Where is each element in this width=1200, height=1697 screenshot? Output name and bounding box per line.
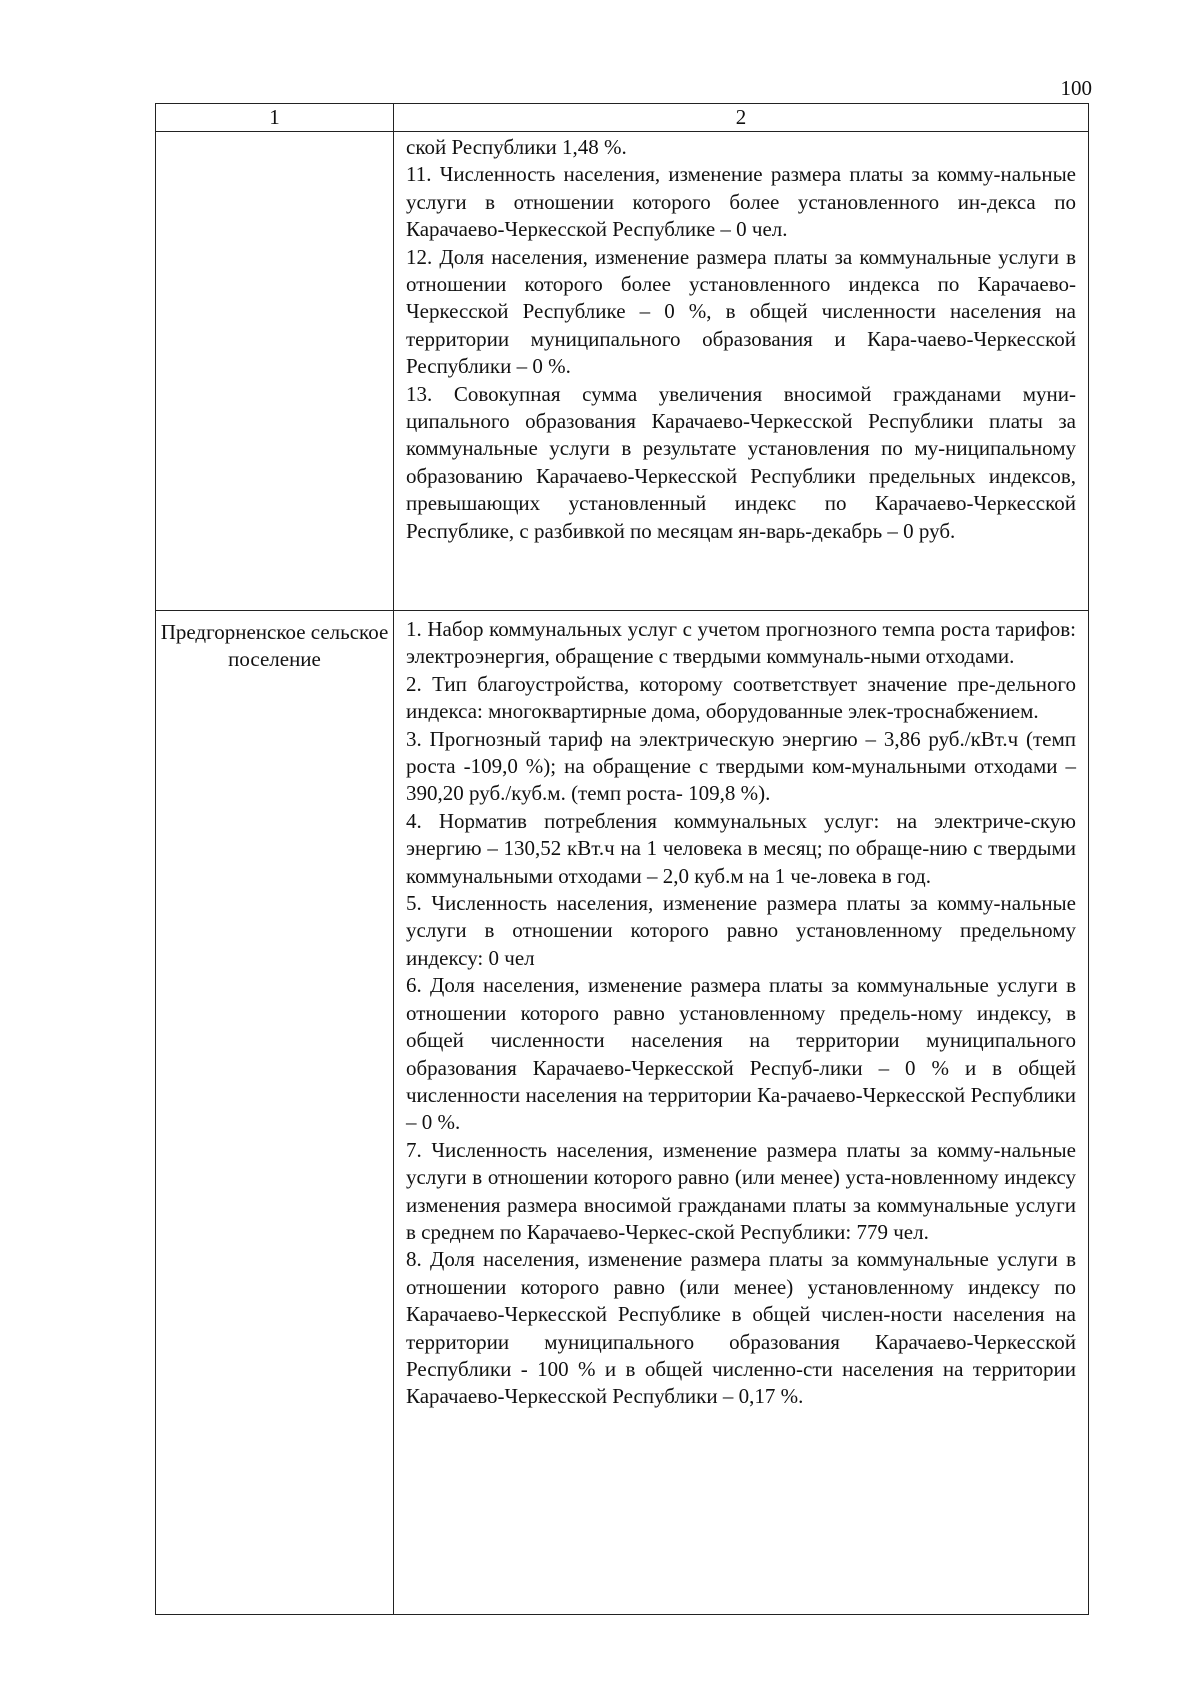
indicators-cell xyxy=(394,611,1089,1615)
indicator-item: 11. Численность населения, изменение размера платы за комму-нальные услуги в отношении которого более установленного ин-декса по Карачаево-Черкесской Республике – 0 чел. xyxy=(406,162,1076,242)
settlement-cell: Предгорненское сельское поселение xyxy=(156,611,394,1615)
indicator-item: 6. Доля населения, изменение размера платы за коммунальные услуги в отношении которого равно установленному предель-ному индексу, в общей численности населения на территории муниципального образования Карачаево-Черкесской Респуб-лики – 0 % и в общей численности населения на территории Ка-рачаево-Черкесской Республики – 0 %. xyxy=(406,973,1076,1135)
document-table xyxy=(155,103,1089,1615)
indicator-item: 12. Доля населения, изменение размера платы за коммунальные услуги в отношении которого более установленного индекса по Карачаево-Черкесской Республике – 0 %, в общей численности населения на территории муниципального образования и Кара-чаево-Черкесской Республики – 0 %. xyxy=(406,244,1076,379)
indicator-item: 2. Тип благоустройства, которому соответствует значение пре-дельного индекса: многоквартирные дома, оборудованные элек-троснабжением. xyxy=(406,671,1076,724)
indicator-item: 7. Численность населения, изменение размера платы за комму-нальные услуги в отношении которого равно (или менее) уста-новленному индексу изменения размера вносимой гражданами платы за коммунальные услуги в среднем по Карачаево-Черкес-ской Республики: 779 чел. xyxy=(406,1137,1076,1244)
indicator-item: 1. Набор коммунальных услуг с учетом прогнозного темпа роста тарифов: электроэнергия, обращение с твердыми коммуналь-ными отходами. xyxy=(406,617,1076,669)
indicator-item: 13. Совокупная сумма увеличения вносимой гражданами муни-ципального образования Карачаево-Черкесской Республики платы за коммунальные услуги в результате установления по му-ниципальному образованию Карачаево-Черкесской Республики предельных индексов, превышающих установленный индекс по Карачаево-Черкесской Республике, с разбивкой по месяцам ян-варь-декабрь – 0 руб. xyxy=(406,381,1076,543)
table-row xyxy=(156,132,1089,611)
settlement-cell xyxy=(156,132,394,611)
table-header-row xyxy=(156,104,1089,132)
indicator-item: 3. Прогнозный тариф на электрическую энергию – 3,86 руб./кВт.ч (темп роста -109,0 %); на обращение с твердыми ком-мунальными отходами – 390,20 руб./куб.м. (темп роста- 109,8 %). xyxy=(406,726,1076,806)
table-row xyxy=(156,611,1089,1615)
column-header-2: 2 xyxy=(394,104,1089,132)
column-header-1: 1 xyxy=(156,104,394,132)
page-number: 100 xyxy=(1060,76,1092,100)
indicators-cell xyxy=(394,132,1089,611)
indicator-item: ской Республики 1,48 %. xyxy=(406,135,627,159)
indicator-item: 5. Численность населения, изменение размера платы за комму-нальные услуги в отношении которого равно установленному предельному индексу: 0 чел xyxy=(406,891,1076,970)
indicator-item: 4. Норматив потребления коммунальных услуг: на электриче-скую энергию – 130,52 кВт.ч на 1 человека в месяц; по обраще-нию с твердыми коммунальными отходами – 2,0 куб.м на 1 че-ловека в год. xyxy=(406,808,1076,888)
indicator-item: 8. Доля населения, изменение размера платы за коммунальные услуги в отношении которого равно (или менее) установленному индексу по Карачаево-Черкесской Республике в общей числен-ности населения на территории муниципального образования Карачаево-Черкесской Республики - 100 % и в общей численно-сти населения на территории Карачаево-Черкесской Республики – 0,17 %. xyxy=(406,1247,1076,1409)
